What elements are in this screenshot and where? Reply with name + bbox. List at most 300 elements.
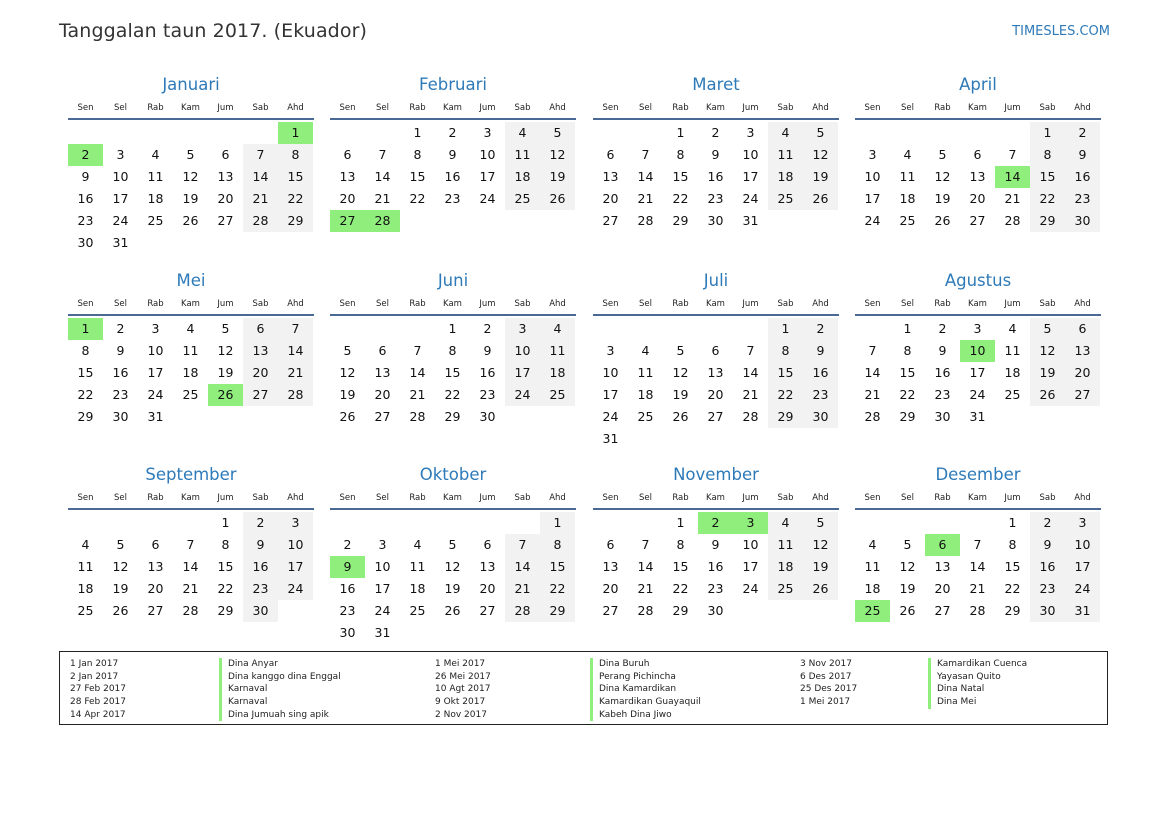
day-cell[interactable]: 20	[602, 581, 619, 596]
day-cell[interactable]: 22	[1030, 188, 1065, 210]
holiday-day-cell[interactable]: 27	[330, 210, 365, 232]
day-cell[interactable]: 7	[973, 537, 982, 552]
day-cell[interactable]: 1	[903, 321, 912, 336]
day-cell[interactable]: 4	[1008, 321, 1017, 336]
day-cell[interactable]: 31	[374, 625, 391, 640]
day-cell[interactable]: 17	[112, 191, 129, 206]
day-cell[interactable]: 26	[112, 603, 129, 618]
day-cell[interactable]: 24	[742, 191, 759, 206]
day-cell[interactable]: 3	[116, 147, 125, 162]
day-cell[interactable]: 6	[973, 147, 982, 162]
day-cell[interactable]: 1	[413, 125, 422, 140]
day-cell[interactable]: 23	[112, 387, 129, 402]
day-cell[interactable]: 21	[182, 581, 199, 596]
day-cell[interactable]: 1	[676, 515, 685, 530]
day-cell[interactable]: 25	[409, 603, 426, 618]
day-cell[interactable]: 31	[112, 235, 129, 250]
day-cell[interactable]: 17	[742, 169, 759, 184]
day-cell[interactable]: 25	[182, 387, 199, 402]
day-cell[interactable]: 16	[112, 365, 129, 380]
day-cell[interactable]: 10	[112, 169, 129, 184]
day-cell[interactable]: 20	[217, 191, 234, 206]
day-cell[interactable]: 20	[969, 191, 986, 206]
day-cell[interactable]: 4	[768, 512, 803, 534]
day-cell[interactable]: 3	[378, 537, 387, 552]
day-cell[interactable]: 10	[864, 169, 881, 184]
day-cell[interactable]: 20	[934, 581, 951, 596]
day-cell[interactable]: 6	[711, 343, 720, 358]
day-cell[interactable]: 12	[182, 169, 199, 184]
day-cell[interactable]: 14	[278, 340, 313, 362]
day-cell[interactable]: 13	[374, 365, 391, 380]
day-cell[interactable]: 18	[409, 581, 426, 596]
day-cell[interactable]: 19	[1030, 362, 1065, 384]
day-cell[interactable]: 18	[182, 365, 199, 380]
day-cell[interactable]: 8	[676, 537, 685, 552]
day-cell[interactable]: 22	[217, 581, 234, 596]
day-cell[interactable]: 10	[374, 559, 391, 574]
holiday-day-cell[interactable]: 26	[208, 384, 243, 406]
day-cell[interactable]: 11	[864, 559, 881, 574]
day-cell[interactable]: 21	[637, 191, 654, 206]
day-cell[interactable]: 6	[606, 147, 615, 162]
day-cell[interactable]: 23	[707, 581, 724, 596]
day-cell[interactable]: 26	[672, 409, 689, 424]
day-cell[interactable]: 5	[343, 343, 352, 358]
day-cell[interactable]: 30	[1065, 210, 1100, 232]
day-cell[interactable]: 11	[147, 169, 164, 184]
day-cell[interactable]: 4	[641, 343, 650, 358]
day-cell[interactable]: 20	[602, 191, 619, 206]
day-cell[interactable]: 19	[182, 191, 199, 206]
day-cell[interactable]: 11	[182, 343, 199, 358]
day-cell[interactable]: 12	[803, 144, 838, 166]
day-cell[interactable]: 6	[483, 537, 492, 552]
day-cell[interactable]: 2	[1030, 512, 1065, 534]
day-cell[interactable]: 3	[505, 318, 540, 340]
day-cell[interactable]: 28	[742, 409, 759, 424]
day-cell[interactable]: 11	[768, 534, 803, 556]
day-cell[interactable]: 19	[540, 166, 575, 188]
day-cell[interactable]: 17	[479, 169, 496, 184]
day-cell[interactable]: 12	[672, 365, 689, 380]
day-cell[interactable]: 2	[116, 321, 125, 336]
day-cell[interactable]: 16	[1030, 556, 1065, 578]
day-cell[interactable]: 7	[746, 343, 755, 358]
day-cell[interactable]: 24	[602, 409, 619, 424]
day-cell[interactable]: 2	[1065, 122, 1100, 144]
day-cell[interactable]: 3	[483, 125, 492, 140]
day-cell[interactable]: 8	[903, 343, 912, 358]
holiday-day-cell[interactable]: 2	[68, 144, 103, 166]
day-cell[interactable]: 23	[444, 191, 461, 206]
day-cell[interactable]: 18	[899, 191, 916, 206]
day-cell[interactable]: 14	[182, 559, 199, 574]
day-cell[interactable]: 2	[803, 318, 838, 340]
day-cell[interactable]: 27	[1065, 384, 1100, 406]
day-cell[interactable]: 8	[1030, 144, 1065, 166]
day-cell[interactable]: 15	[444, 365, 461, 380]
day-cell[interactable]: 27	[479, 603, 496, 618]
day-cell[interactable]: 3	[868, 147, 877, 162]
day-cell[interactable]: 10	[278, 534, 313, 556]
day-cell[interactable]: 16	[1065, 166, 1100, 188]
day-cell[interactable]: 9	[711, 537, 720, 552]
day-cell[interactable]: 26	[182, 213, 199, 228]
day-cell[interactable]: 19	[339, 387, 356, 402]
day-cell[interactable]: 17	[742, 559, 759, 574]
day-cell[interactable]: 19	[672, 387, 689, 402]
day-cell[interactable]: 14	[409, 365, 426, 380]
day-cell[interactable]: 25	[540, 384, 575, 406]
site-link[interactable]: TIMESLES.COM	[1012, 24, 1110, 39]
day-cell[interactable]: 19	[803, 166, 838, 188]
day-cell[interactable]: 6	[221, 147, 230, 162]
day-cell[interactable]: 23	[1030, 578, 1065, 600]
day-cell[interactable]: 11	[505, 144, 540, 166]
day-cell[interactable]: 9	[1030, 534, 1065, 556]
day-cell[interactable]: 18	[768, 166, 803, 188]
day-cell[interactable]: 31	[742, 213, 759, 228]
day-cell[interactable]: 5	[803, 512, 838, 534]
day-cell[interactable]: 16	[479, 365, 496, 380]
day-cell[interactable]: 4	[81, 537, 90, 552]
day-cell[interactable]: 5	[1030, 318, 1065, 340]
day-cell[interactable]: 19	[217, 365, 234, 380]
day-cell[interactable]: 6	[378, 343, 387, 358]
day-cell[interactable]: 29	[278, 210, 313, 232]
day-cell[interactable]: 7	[505, 534, 540, 556]
day-cell[interactable]: 16	[934, 365, 951, 380]
day-cell[interactable]: 16	[707, 169, 724, 184]
day-cell[interactable]: 6	[1065, 318, 1100, 340]
day-cell[interactable]: 15	[672, 559, 689, 574]
day-cell[interactable]: 21	[637, 581, 654, 596]
day-cell[interactable]: 18	[540, 362, 575, 384]
day-cell[interactable]: 12	[899, 559, 916, 574]
day-cell[interactable]: 8	[81, 343, 90, 358]
day-cell[interactable]: 22	[444, 387, 461, 402]
day-cell[interactable]: 5	[186, 147, 195, 162]
day-cell[interactable]: 26	[339, 409, 356, 424]
day-cell[interactable]: 27	[217, 213, 234, 228]
day-cell[interactable]: 18	[77, 581, 94, 596]
day-cell[interactable]: 13	[1065, 340, 1100, 362]
holiday-day-cell[interactable]: 6	[925, 534, 960, 556]
day-cell[interactable]: 2	[448, 125, 457, 140]
day-cell[interactable]: 16	[339, 581, 356, 596]
day-cell[interactable]: 12	[217, 343, 234, 358]
day-cell[interactable]: 21	[243, 188, 278, 210]
day-cell[interactable]: 25	[77, 603, 94, 618]
day-cell[interactable]: 24	[1065, 578, 1100, 600]
day-cell[interactable]: 28	[409, 409, 426, 424]
day-cell[interactable]: 19	[803, 556, 838, 578]
day-cell[interactable]: 14	[969, 559, 986, 574]
day-cell[interactable]: 1	[448, 321, 457, 336]
day-cell[interactable]: 3	[278, 512, 313, 534]
day-cell[interactable]: 25	[768, 188, 803, 210]
day-cell[interactable]: 19	[934, 191, 951, 206]
day-cell[interactable]: 22	[540, 578, 575, 600]
day-cell[interactable]: 12	[540, 144, 575, 166]
day-cell[interactable]: 19	[899, 581, 916, 596]
day-cell[interactable]: 21	[742, 387, 759, 402]
day-cell[interactable]: 22	[768, 384, 803, 406]
day-cell[interactable]: 7	[243, 144, 278, 166]
day-cell[interactable]: 13	[602, 169, 619, 184]
day-cell[interactable]: 1	[1030, 122, 1065, 144]
day-cell[interactable]: 17	[147, 365, 164, 380]
day-cell[interactable]: 26	[899, 603, 916, 618]
day-cell[interactable]: 10	[742, 147, 759, 162]
day-cell[interactable]: 15	[672, 169, 689, 184]
day-cell[interactable]: 4	[768, 122, 803, 144]
day-cell[interactable]: 15	[540, 556, 575, 578]
day-cell[interactable]: 29	[1004, 603, 1021, 618]
day-cell[interactable]: 17	[1065, 556, 1100, 578]
day-cell[interactable]: 10	[742, 537, 759, 552]
day-cell[interactable]: 27	[707, 409, 724, 424]
day-cell[interactable]: 28	[864, 409, 881, 424]
day-cell[interactable]: 24	[147, 387, 164, 402]
day-cell[interactable]: 15	[77, 365, 94, 380]
day-cell[interactable]: 30	[707, 213, 724, 228]
day-cell[interactable]: 30	[803, 406, 838, 428]
day-cell[interactable]: 30	[1030, 600, 1065, 622]
day-cell[interactable]: 27	[147, 603, 164, 618]
day-cell[interactable]: 31	[602, 431, 619, 446]
day-cell[interactable]: 29	[1030, 210, 1065, 232]
day-cell[interactable]: 23	[934, 387, 951, 402]
day-cell[interactable]: 23	[1065, 188, 1100, 210]
day-cell[interactable]: 9	[81, 169, 90, 184]
day-cell[interactable]: 28	[637, 213, 654, 228]
day-cell[interactable]: 12	[339, 365, 356, 380]
day-cell[interactable]: 2	[938, 321, 947, 336]
day-cell[interactable]: 15	[409, 169, 426, 184]
day-cell[interactable]: 18	[768, 556, 803, 578]
day-cell[interactable]: 1	[1008, 515, 1017, 530]
day-cell[interactable]: 2	[343, 537, 352, 552]
day-cell[interactable]: 17	[969, 365, 986, 380]
day-cell[interactable]: 14	[864, 365, 881, 380]
day-cell[interactable]: 8	[1008, 537, 1017, 552]
day-cell[interactable]: 26	[934, 213, 951, 228]
day-cell[interactable]: 7	[278, 318, 313, 340]
day-cell[interactable]: 20	[707, 387, 724, 402]
day-cell[interactable]: 25	[147, 213, 164, 228]
day-cell[interactable]: 25	[505, 188, 540, 210]
day-cell[interactable]: 27	[602, 213, 619, 228]
day-cell[interactable]: 25	[768, 578, 803, 600]
day-cell[interactable]: 25	[1004, 387, 1021, 402]
day-cell[interactable]: 3	[151, 321, 160, 336]
day-cell[interactable]: 2	[243, 512, 278, 534]
day-cell[interactable]: 13	[339, 169, 356, 184]
day-cell[interactable]: 28	[637, 603, 654, 618]
day-cell[interactable]: 1	[540, 512, 575, 534]
day-cell[interactable]: 27	[374, 409, 391, 424]
day-cell[interactable]: 23	[77, 213, 94, 228]
day-cell[interactable]: 15	[278, 166, 313, 188]
day-cell[interactable]: 22	[77, 387, 94, 402]
day-cell[interactable]: 5	[448, 537, 457, 552]
day-cell[interactable]: 1	[768, 318, 803, 340]
day-cell[interactable]: 13	[243, 340, 278, 362]
day-cell[interactable]: 15	[899, 365, 916, 380]
day-cell[interactable]: 22	[899, 387, 916, 402]
day-cell[interactable]: 26	[803, 188, 838, 210]
day-cell[interactable]: 22	[672, 191, 689, 206]
day-cell[interactable]: 21	[1004, 191, 1021, 206]
day-cell[interactable]: 5	[938, 147, 947, 162]
day-cell[interactable]: 3	[606, 343, 615, 358]
day-cell[interactable]: 27	[602, 603, 619, 618]
day-cell[interactable]: 24	[112, 213, 129, 228]
day-cell[interactable]: 30	[77, 235, 94, 250]
day-cell[interactable]: 7	[868, 343, 877, 358]
day-cell[interactable]: 9	[483, 343, 492, 358]
day-cell[interactable]: 13	[479, 559, 496, 574]
day-cell[interactable]: 8	[413, 147, 422, 162]
day-cell[interactable]: 30	[243, 600, 278, 622]
day-cell[interactable]: 23	[243, 578, 278, 600]
day-cell[interactable]: 6	[606, 537, 615, 552]
holiday-day-cell[interactable]: 25	[855, 600, 890, 622]
day-cell[interactable]: 26	[444, 603, 461, 618]
day-cell[interactable]: 26	[540, 188, 575, 210]
day-cell[interactable]: 6	[151, 537, 160, 552]
day-cell[interactable]: 26	[803, 578, 838, 600]
day-cell[interactable]: 22	[672, 581, 689, 596]
day-cell[interactable]: 27	[969, 213, 986, 228]
day-cell[interactable]: 9	[1065, 144, 1100, 166]
day-cell[interactable]: 21	[969, 581, 986, 596]
day-cell[interactable]: 13	[707, 365, 724, 380]
day-cell[interactable]: 17	[505, 362, 540, 384]
day-cell[interactable]: 14	[374, 169, 391, 184]
day-cell[interactable]: 12	[803, 534, 838, 556]
day-cell[interactable]: 8	[221, 537, 230, 552]
day-cell[interactable]: 11	[77, 559, 94, 574]
day-cell[interactable]: 24	[479, 191, 496, 206]
day-cell[interactable]: 29	[768, 406, 803, 428]
day-cell[interactable]: 31	[969, 409, 986, 424]
day-cell[interactable]: 11	[899, 169, 916, 184]
day-cell[interactable]: 7	[378, 147, 387, 162]
day-cell[interactable]: 12	[1030, 340, 1065, 362]
day-cell[interactable]: 11	[768, 144, 803, 166]
day-cell[interactable]: 28	[278, 384, 313, 406]
day-cell[interactable]: 4	[413, 537, 422, 552]
day-cell[interactable]: 14	[742, 365, 759, 380]
day-cell[interactable]: 29	[672, 603, 689, 618]
day-cell[interactable]: 29	[77, 409, 94, 424]
day-cell[interactable]: 23	[707, 191, 724, 206]
holiday-day-cell[interactable]: 1	[68, 318, 103, 340]
day-cell[interactable]: 13	[969, 169, 986, 184]
day-cell[interactable]: 5	[221, 321, 230, 336]
day-cell[interactable]: 17	[374, 581, 391, 596]
day-cell[interactable]: 8	[448, 343, 457, 358]
day-cell[interactable]: 12	[444, 559, 461, 574]
day-cell[interactable]: 28	[182, 603, 199, 618]
day-cell[interactable]: 10	[1065, 534, 1100, 556]
day-cell[interactable]: 21	[409, 387, 426, 402]
holiday-day-cell[interactable]: 9	[330, 556, 365, 578]
day-cell[interactable]: 16	[77, 191, 94, 206]
day-cell[interactable]: 27	[243, 384, 278, 406]
day-cell[interactable]: 28	[969, 603, 986, 618]
day-cell[interactable]: 23	[479, 387, 496, 402]
day-cell[interactable]: 11	[1004, 343, 1021, 358]
day-cell[interactable]: 27	[934, 603, 951, 618]
day-cell[interactable]: 7	[413, 343, 422, 358]
day-cell[interactable]: 13	[934, 559, 951, 574]
day-cell[interactable]: 14	[243, 166, 278, 188]
holiday-day-cell[interactable]: 2	[698, 512, 733, 534]
day-cell[interactable]: 17	[278, 556, 313, 578]
day-cell[interactable]: 15	[768, 362, 803, 384]
day-cell[interactable]: 28	[505, 600, 540, 622]
day-cell[interactable]: 16	[444, 169, 461, 184]
day-cell[interactable]: 15	[217, 559, 234, 574]
day-cell[interactable]: 16	[243, 556, 278, 578]
day-cell[interactable]: 18	[1004, 365, 1021, 380]
day-cell[interactable]: 31	[147, 409, 164, 424]
day-cell[interactable]: 28	[1004, 213, 1021, 228]
day-cell[interactable]: 4	[903, 147, 912, 162]
day-cell[interactable]: 18	[637, 387, 654, 402]
day-cell[interactable]: 7	[641, 537, 650, 552]
day-cell[interactable]: 15	[1030, 166, 1065, 188]
day-cell[interactable]: 13	[602, 559, 619, 574]
day-cell[interactable]: 24	[969, 387, 986, 402]
day-cell[interactable]: 20	[1065, 362, 1100, 384]
day-cell[interactable]: 29	[444, 409, 461, 424]
day-cell[interactable]: 5	[676, 343, 685, 358]
day-cell[interactable]: 16	[803, 362, 838, 384]
day-cell[interactable]: 20	[243, 362, 278, 384]
day-cell[interactable]: 14	[637, 169, 654, 184]
day-cell[interactable]: 4	[868, 537, 877, 552]
day-cell[interactable]: 18	[864, 581, 881, 596]
day-cell[interactable]: 4	[540, 318, 575, 340]
day-cell[interactable]: 11	[409, 559, 426, 574]
day-cell[interactable]: 23	[339, 603, 356, 618]
day-cell[interactable]: 24	[505, 384, 540, 406]
day-cell[interactable]: 4	[186, 321, 195, 336]
day-cell[interactable]: 18	[147, 191, 164, 206]
day-cell[interactable]: 24	[374, 603, 391, 618]
day-cell[interactable]: 1	[221, 515, 230, 530]
day-cell[interactable]: 11	[637, 365, 654, 380]
day-cell[interactable]: 30	[479, 409, 496, 424]
day-cell[interactable]: 29	[217, 603, 234, 618]
day-cell[interactable]: 22	[278, 188, 313, 210]
day-cell[interactable]: 19	[444, 581, 461, 596]
day-cell[interactable]: 12	[112, 559, 129, 574]
day-cell[interactable]: 13	[217, 169, 234, 184]
day-cell[interactable]: 2	[711, 125, 720, 140]
day-cell[interactable]: 29	[672, 213, 689, 228]
day-cell[interactable]: 6	[343, 147, 352, 162]
day-cell[interactable]: 12	[934, 169, 951, 184]
day-cell[interactable]: 8	[540, 534, 575, 556]
day-cell[interactable]: 5	[540, 122, 575, 144]
day-cell[interactable]: 18	[505, 166, 540, 188]
